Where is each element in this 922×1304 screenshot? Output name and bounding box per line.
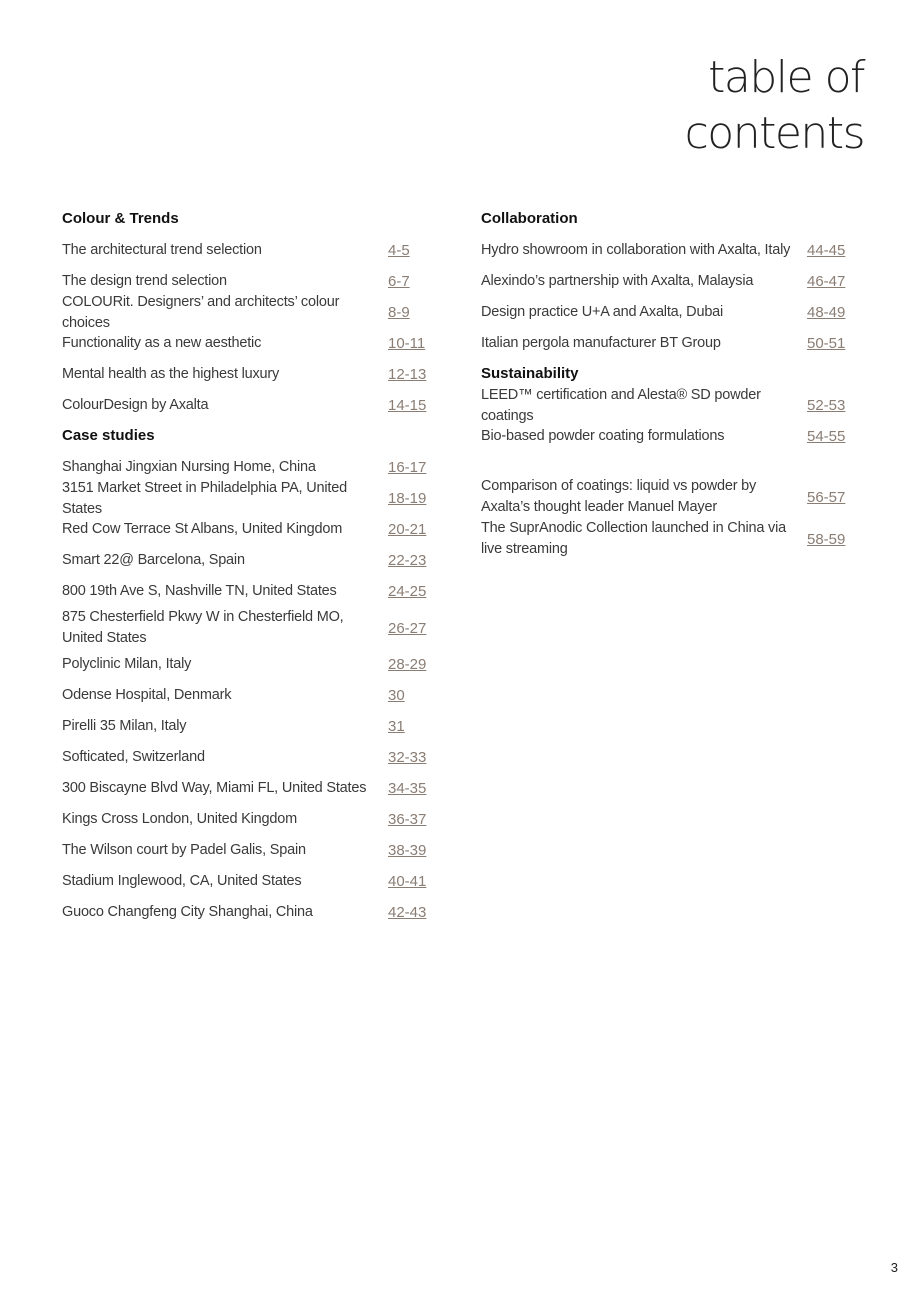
toc-entry-label: The SuprAnodic Collection launched in China via live streaming [481, 520, 786, 557]
toc-entry[interactable] [62, 773, 434, 804]
toc-entry-label: Guoco Changfeng City Shanghai, China [62, 904, 313, 920]
toc-page-link[interactable]: 6-7 [388, 273, 410, 290]
toc-entry[interactable] [481, 476, 853, 518]
toc-entry-label: Design practice U+A and Axalta, Dubai [481, 304, 724, 320]
toc-page-link[interactable]: 52-53 [807, 397, 846, 414]
toc-page-link[interactable]: 36-37 [388, 811, 427, 828]
toc-entry-label: 875 Chesterfield Pkwy W in Chesterfield MO, United States [62, 609, 344, 646]
toc-entry[interactable] [62, 680, 434, 711]
toc-page-link[interactable]: 20-21 [388, 521, 427, 538]
toc-page-link[interactable]: 54-55 [807, 428, 846, 445]
toc-page-link[interactable]: 16-17 [388, 459, 427, 476]
toc-entry-label: Comparison of coatings: liquid vs powder by Axalta’s thought leader Manuel Mayer [481, 478, 757, 515]
toc-entry[interactable] [481, 266, 853, 297]
toc-entry[interactable] [62, 897, 434, 928]
toc-page-link[interactable]: 14-15 [388, 397, 427, 414]
toc-entry[interactable] [62, 390, 434, 421]
toc-entry[interactable] [62, 359, 434, 390]
toc-entry[interactable] [62, 545, 434, 576]
toc-entry[interactable] [62, 328, 434, 359]
toc-entry-label: 300 Biscayne Blvd Way, Miami FL, United States [62, 780, 367, 796]
toc-right-column [481, 204, 853, 560]
toc-entry[interactable] [62, 866, 434, 897]
toc-entry-label: LEED™ certification and Alesta® SD powder coatings [481, 386, 761, 424]
toc-entry-label: Mental health as the highest luxury [62, 366, 280, 382]
toc-entry-label: Smart 22@ Barcelona, Spain [62, 552, 245, 568]
toc-page-link[interactable]: 24-25 [388, 583, 427, 600]
toc-entry[interactable] [62, 479, 434, 517]
toc-entry[interactable] [62, 742, 434, 773]
toc-entry[interactable] [62, 514, 434, 545]
toc-entry[interactable] [62, 804, 434, 835]
section-gap [481, 452, 853, 476]
toc-entry[interactable] [62, 711, 434, 742]
toc-page-link[interactable]: 4-5 [388, 242, 410, 259]
toc-entry[interactable] [62, 235, 434, 266]
toc-entry-label: Hydro showroom in collaboration with Axalta, Italy [481, 242, 791, 258]
toc-entry-label: Bio-based powder coating formulations [481, 428, 725, 444]
toc-page-link[interactable]: 48-49 [807, 304, 846, 321]
toc-page-link[interactable]: 22-23 [388, 552, 427, 569]
toc-page-link[interactable]: 46-47 [807, 273, 846, 290]
toc-entry[interactable] [481, 328, 853, 359]
toc-entry-label: Polyclinic Milan, Italy [62, 656, 192, 672]
toc-entry-label: ColourDesign by Axalta [62, 397, 209, 413]
toc-page-link[interactable]: 32-33 [388, 749, 427, 766]
toc-page-link[interactable]: 40-41 [388, 873, 427, 890]
toc-entry[interactable] [62, 835, 434, 866]
toc-entry-label: Stadium Inglewood, CA, United States [62, 873, 302, 889]
toc-entry-label: COLOURit. Designers’ and architects’ colour choices [62, 293, 340, 331]
toc-left-column [62, 204, 434, 928]
toc-entry-label: The design trend selection [62, 273, 227, 289]
toc-entry[interactable] [481, 386, 853, 424]
toc-page-link[interactable]: 10-11 [388, 335, 426, 352]
toc-page-link[interactable]: 44-45 [807, 242, 846, 259]
toc-entry-label: Functionality as a new aesthetic [62, 335, 262, 351]
toc-entry-label: The Wilson court by Padel Galis, Spain [62, 842, 306, 858]
section-heading-case-studies: Case studies [62, 427, 155, 444]
toc-page-link[interactable]: 42-43 [388, 904, 427, 921]
toc-entry-label: 3151 Market Street in Philadelphia PA, United States [62, 479, 347, 517]
toc-page-link[interactable]: 18-19 [388, 490, 427, 507]
page-title [685, 50, 864, 162]
toc-page-link[interactable]: 34-35 [388, 780, 427, 797]
toc-entry-label: Alexindo’s partnership with Axalta, Malaysia [481, 273, 754, 289]
toc-page-link[interactable]: 26-27 [388, 619, 427, 637]
toc-entry-label: Shanghai Jingxian Nursing Home, China [62, 459, 316, 475]
page-title-line-1: table of [708, 52, 864, 103]
toc-entry[interactable] [481, 518, 853, 560]
section-heading-colour-trends: Colour & Trends [62, 210, 179, 227]
toc-page-link[interactable]: 28-29 [388, 656, 427, 673]
toc-page-link[interactable]: 30 [388, 687, 405, 704]
toc-entry[interactable] [481, 421, 853, 452]
toc-entry-label: 800 19th Ave S, Nashville TN, United States [62, 583, 337, 599]
toc-entry[interactable] [481, 297, 853, 328]
toc-entry[interactable] [62, 576, 434, 607]
toc-page-link[interactable]: 8-9 [388, 304, 410, 321]
toc-page-link[interactable]: 50-51 [807, 335, 846, 352]
toc-entry[interactable] [62, 293, 434, 331]
toc-entry-label: Odense Hospital, Denmark [62, 687, 232, 703]
toc-page-link[interactable]: 56-57 [807, 488, 846, 506]
toc-entry-label: Italian pergola manufacturer BT Group [481, 335, 721, 351]
toc-entry[interactable] [481, 235, 853, 266]
section-heading-collaboration: Collaboration [481, 210, 578, 227]
toc-page-link[interactable]: 31 [388, 718, 405, 735]
toc-page-link[interactable]: 58-59 [807, 530, 846, 548]
toc-entry[interactable] [62, 607, 434, 649]
toc-entry-label: Kings Cross London, United Kingdom [62, 811, 298, 827]
toc-entry-label: Pirelli 35 Milan, Italy [62, 718, 187, 734]
page-number: 3 [890, 1260, 898, 1275]
section-heading-sustainability: Sustainability [481, 365, 579, 382]
page-title-line-2: contents [684, 108, 864, 159]
toc-entry-label: Red Cow Terrace St Albans, United Kingdom [62, 521, 343, 537]
toc-entry[interactable] [62, 649, 434, 680]
toc-page-link[interactable]: 12-13 [388, 366, 427, 383]
toc-entry-label: Softicated, Switzerland [62, 749, 205, 765]
toc-entry-label: The architectural trend selection [62, 242, 262, 258]
toc-page-link[interactable]: 38-39 [388, 842, 427, 859]
